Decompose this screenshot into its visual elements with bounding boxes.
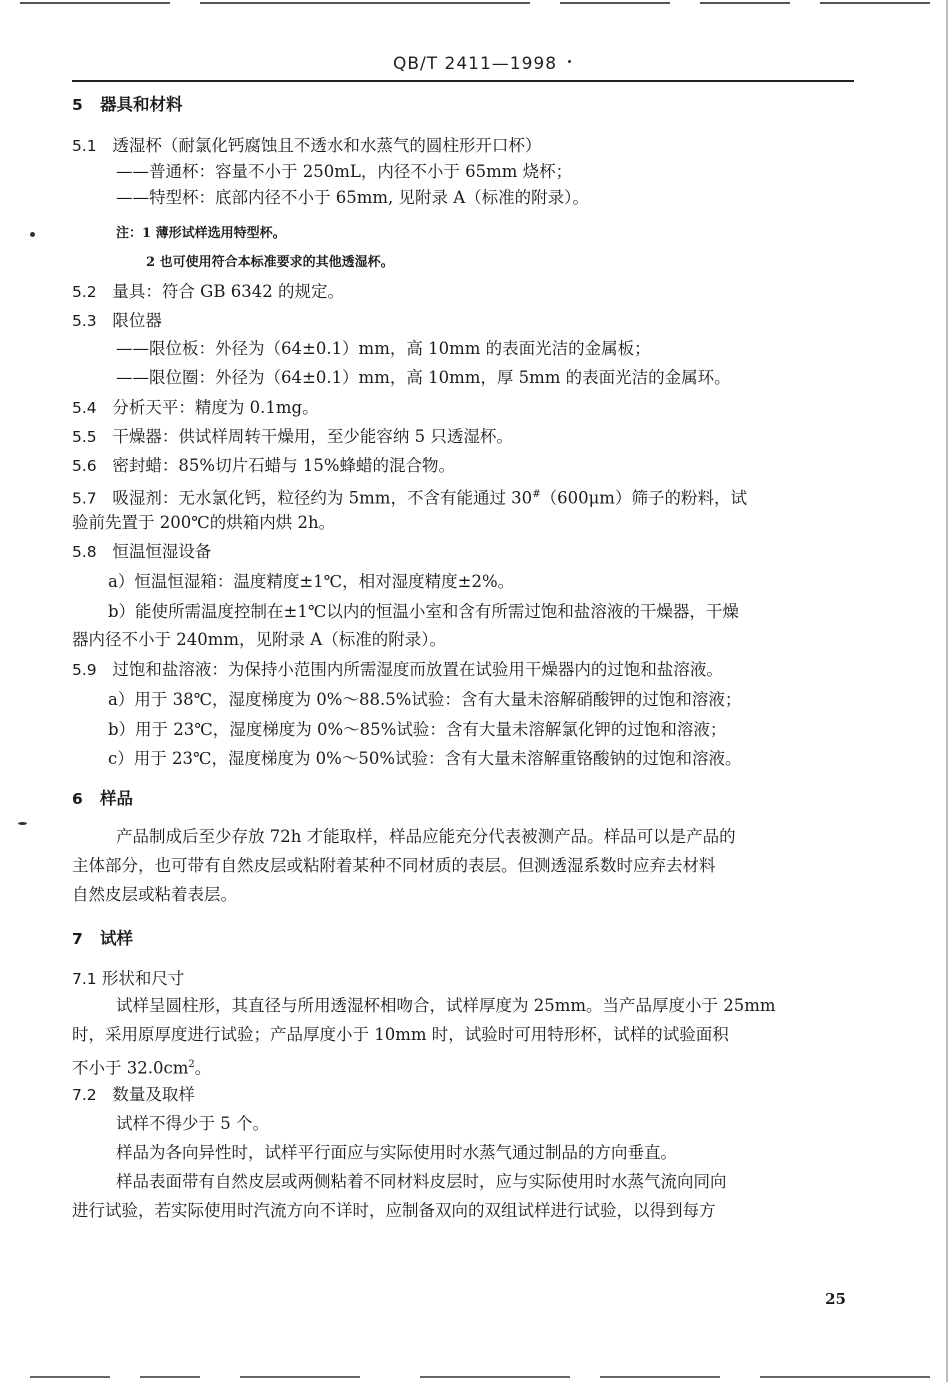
paragraph-line: 试样呈圆柱形，其直径与所用透湿杯相吻合，试样厚度为 25mm。当产品厚度小于 25mm xyxy=(116,996,776,1015)
clause-5-5: 5.5 干燥器：供试样周转干燥用，至少能容纳 5 只透湿杯。 xyxy=(72,427,513,446)
clause-5-9-item-b: b）用于 23℃，湿度梯度为 0%～85%试验：含有大量未溶解氯化钾的过饱和溶液； xyxy=(108,720,727,739)
clause-5-3-item: ——限位圈：外径为（64±0.1）mm，高 10mm，厚 5mm 的表面光洁的金属环。 xyxy=(116,368,731,387)
scan-bottom-edge xyxy=(0,1370,950,1382)
scan-speck xyxy=(18,822,27,825)
paragraph-line: 进行试验，若实际使用时汽流方向不详时，应制备双向的双组试样进行试验，以得到每方 xyxy=(72,1201,716,1220)
scan-right-edge xyxy=(946,0,948,1382)
clause-5-8-item-b: b）能使所需温度控制在±1℃以内的恒温小室和含有所需过饱和盐溶液的干燥器，干燥 xyxy=(108,602,739,621)
clause-5-4: 5.4 分析天平：精度为 0.1mg。 xyxy=(72,398,319,417)
clause-5-1-item: ——普通杯：容量不小于 250mL，内径不小于 65mm 烧杯； xyxy=(116,162,573,181)
clause-7-2: 7.2 数量及取样 xyxy=(72,1085,195,1104)
note-line: 注：1 薄形试样选用特型杯。 xyxy=(116,226,286,241)
paragraph-line: 不小于 $32.0cm^2$。 xyxy=(72,1058,212,1078)
paragraph-line: 试样不得少于 5 个。 xyxy=(116,1114,269,1133)
clause-5-3: 5.3 限位器 xyxy=(72,311,162,330)
section-7-heading: 7 试样 xyxy=(72,929,134,948)
clause-5-3-item: ——限位板：外径为（64±0.1）mm，高 10mm 的表面光洁的金属板； xyxy=(116,339,651,358)
clause-5-1: 5.1 透湿杯（耐氯化钙腐蚀且不透水和水蒸气的圆柱形开口杯） xyxy=(72,136,542,155)
clause-5-9-item-a: a）用于 38℃，湿度梯度为 0%～88.5%试验：含有大量未溶解硝酸钾的过饱和溶液； xyxy=(108,690,742,709)
header-rule xyxy=(72,80,854,82)
clause-5-8-item-b-cont: 器内径不小于 240mm，见附录 A（标准的附录）。 xyxy=(72,630,446,649)
clause-5-8: 5.8 恒温恒湿设备 xyxy=(72,542,212,561)
clause-7-1: 7.1 形状和尺寸 xyxy=(72,969,185,988)
note-line: 2 也可使用符合本标准要求的其他透湿杯。 xyxy=(146,255,394,270)
clause-5-2: 5.2 量具：符合 GB 6342 的规定。 xyxy=(72,282,344,301)
paragraph-line: 时，采用原厚度进行试验；产品厚度小于 10mm 时，试验时可用特形杯，试样的试验面积 xyxy=(72,1025,729,1044)
clause-5-7-cont: 验前先置于 200℃的烘箱内烘 2h。 xyxy=(72,513,336,532)
paragraph-line: 产品制成后至少存放 72h 才能取样，样品应能充分代表被测产品。样品可以是产品的 xyxy=(116,827,736,846)
clause-5-1-item: ——特型杯：底部内径不小于 65mm, 见附录 A（标准的附录）。 xyxy=(116,188,589,207)
page-number: 25 xyxy=(825,1290,846,1308)
scan-speck xyxy=(30,232,35,237)
clause-5-7: 5.7 吸湿剂：无水氯化钙，粒径约为 5mm，不含有能通过 30#（600μm）筛子的粉料，试 xyxy=(72,488,747,508)
paragraph-line: 样品表面带有自然皮层或两侧粘着不同材料皮层时，应与实际使用时水蒸气流向同向 xyxy=(116,1172,727,1191)
scan-top-edge xyxy=(0,0,950,8)
clause-5-9: 5.9 过饱和盐溶液：为保持小范围内所需湿度而放置在试验用干燥器内的过饱和盐溶液。 xyxy=(72,660,723,679)
section-5-heading: 5 器具和材料 xyxy=(72,95,183,114)
paragraph-line: 自然皮层或粘着表层。 xyxy=(72,885,237,904)
section-6-heading: 6 样品 xyxy=(72,789,134,808)
clause-5-8-item-a: a）恒温恒湿箱：温度精度±1℃，相对湿度精度±2%。 xyxy=(108,572,515,591)
paragraph-line: 主体部分，也可带有自然皮层或粘附着某种不同材质的表层。但测透湿系数时应弃去材料 xyxy=(72,856,716,875)
clause-5-6: 5.6 密封蜡：85%切片石蜡与 15%蜂蜡的混合物。 xyxy=(72,456,455,475)
paragraph-line: 样品为各向异性时，试样平行面应与实际使用时水蒸气通过制品的方向垂直。 xyxy=(116,1143,677,1162)
clause-5-9-item-c: c）用于 23℃，湿度梯度为 0%～50%试验：含有大量未溶解重铬酸钠的过饱和溶液。 xyxy=(108,749,742,768)
standard-code: QB/T 2411—1998 xyxy=(392,54,558,74)
